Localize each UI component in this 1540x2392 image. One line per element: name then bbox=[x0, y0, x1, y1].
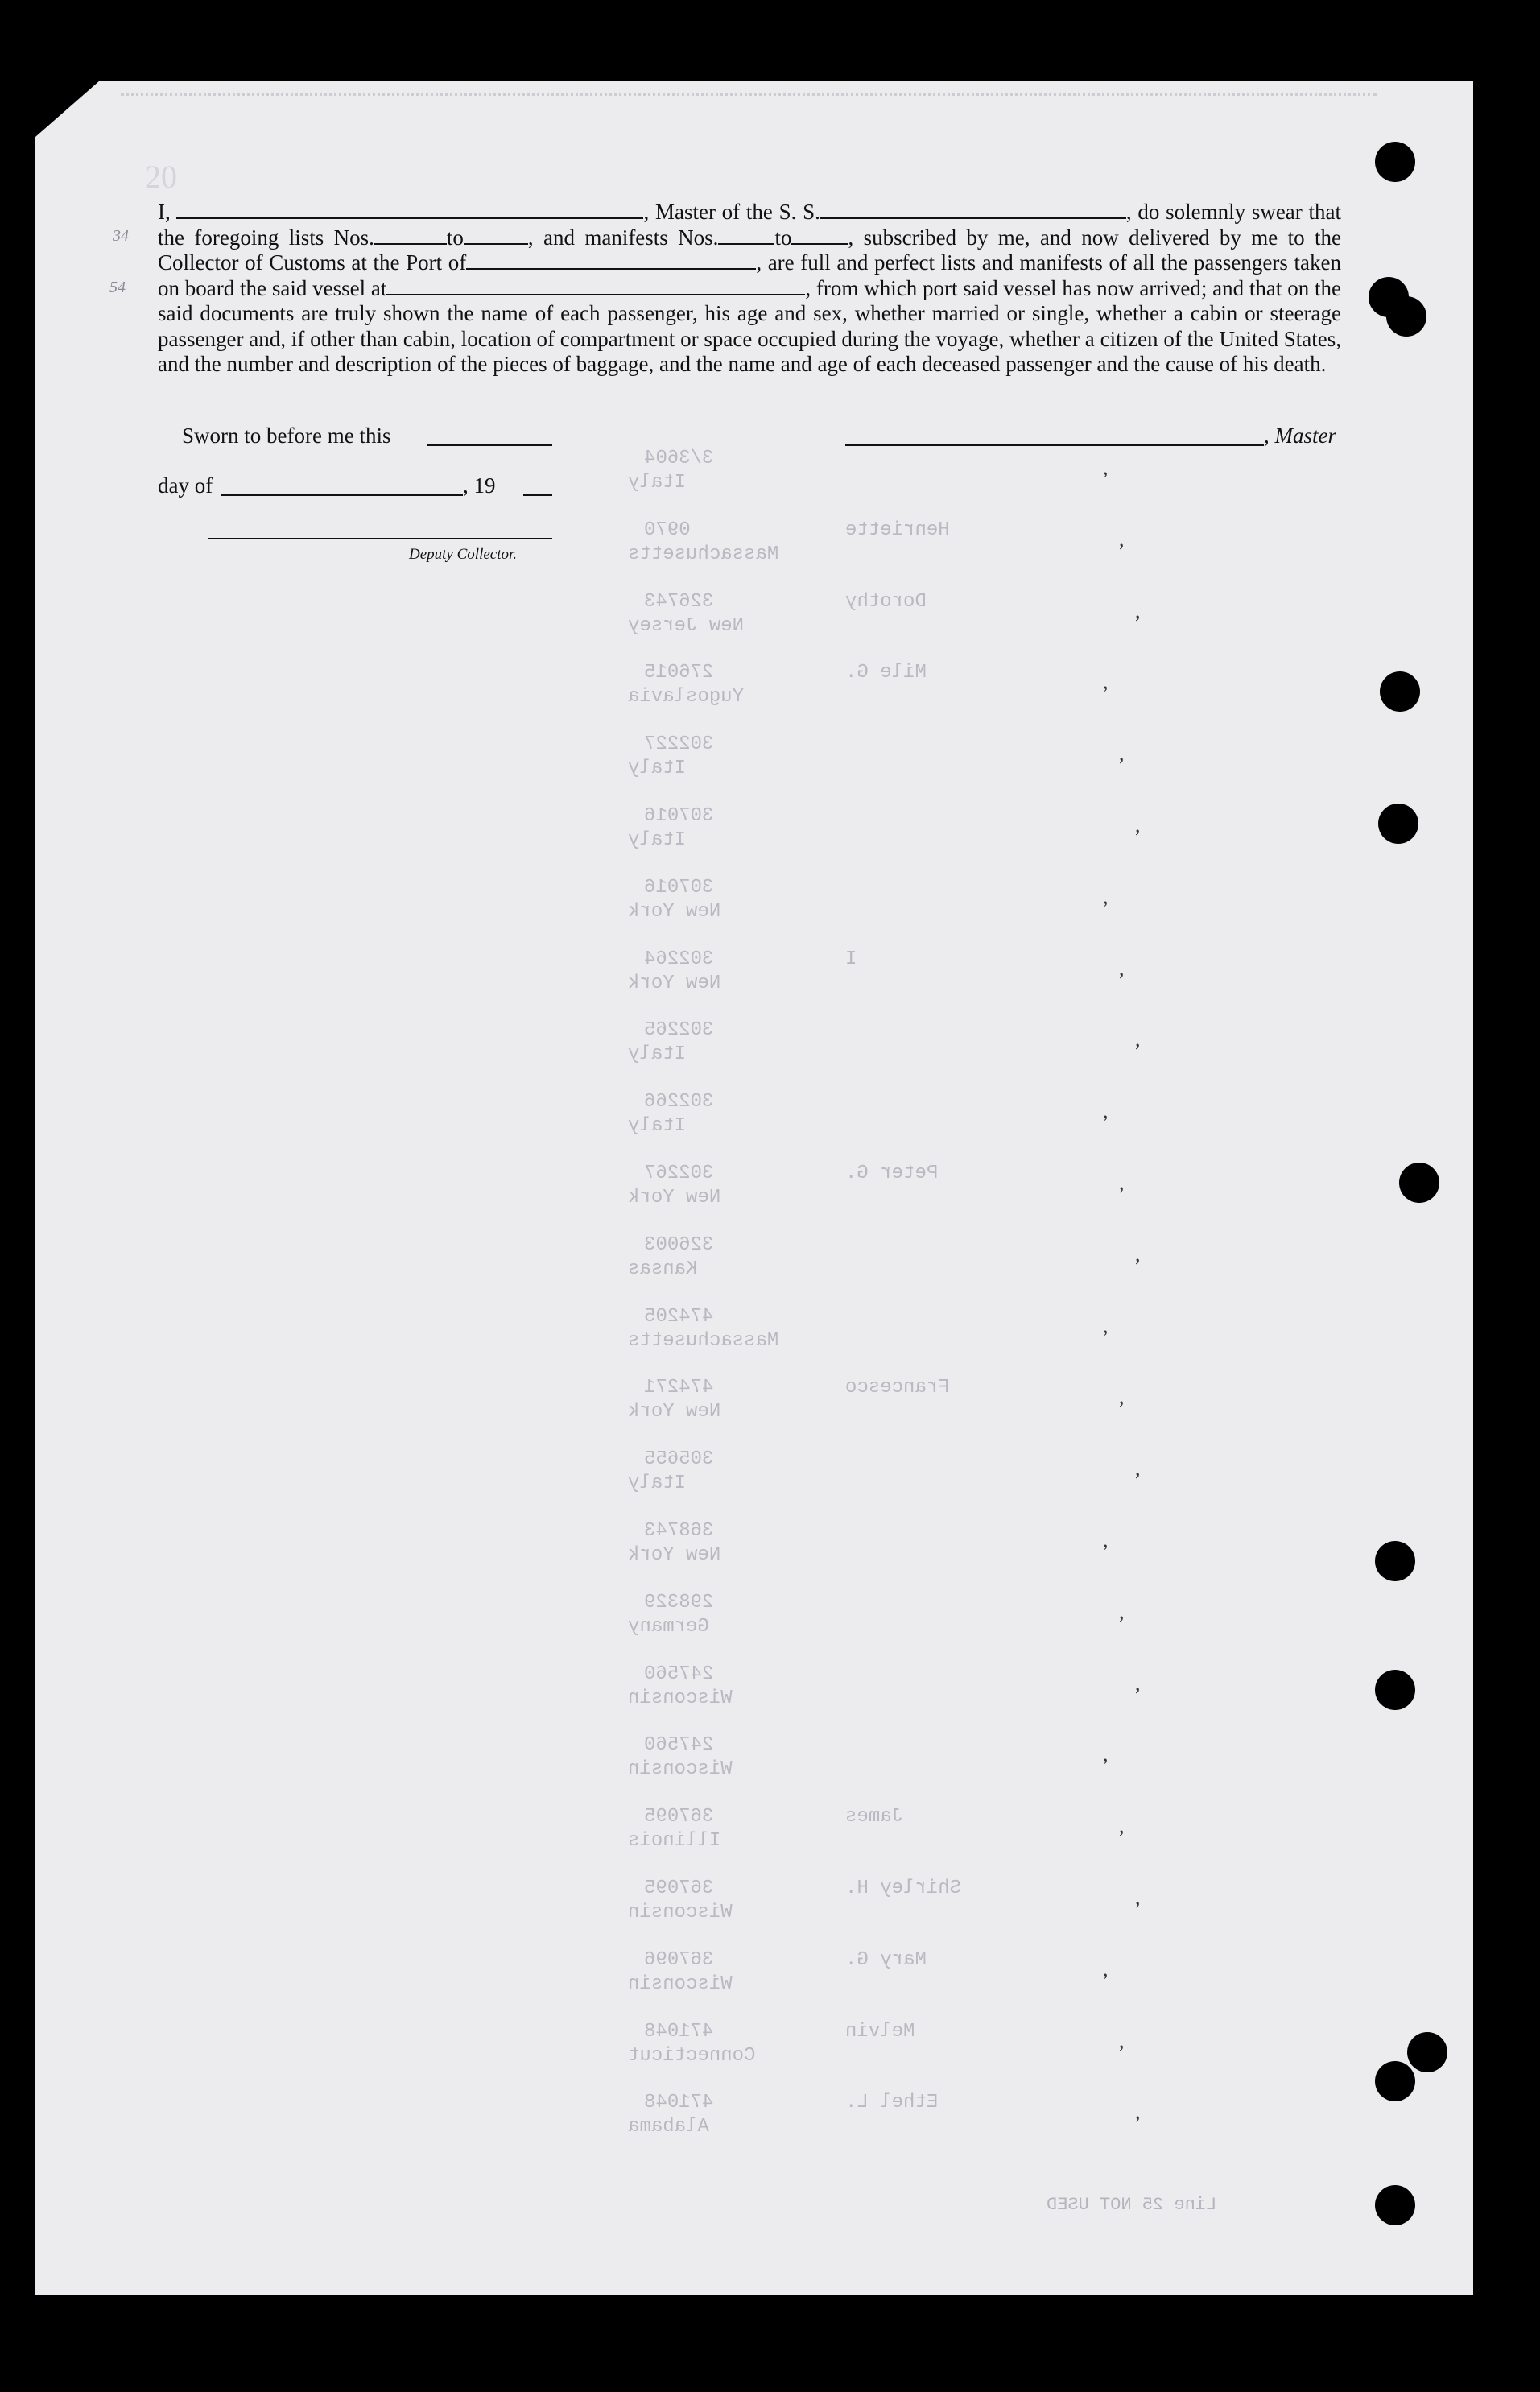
ghost-num: 307016 bbox=[644, 877, 714, 899]
list-from-blank bbox=[374, 227, 447, 245]
oath-text-5: , and manifests Nos. bbox=[527, 225, 719, 250]
master-signature-line bbox=[845, 444, 1264, 446]
oath-text-3: , do solemnly swear that the foregoing lists Nos. bbox=[158, 200, 1341, 250]
deputy-signature-line bbox=[208, 538, 552, 539]
ghost-num: 474205 bbox=[644, 1306, 714, 1328]
ghost-place: New York bbox=[628, 1187, 721, 1208]
ghost-num: 307016 bbox=[644, 805, 714, 827]
check-mark: , bbox=[1119, 2029, 1125, 2052]
ghost-num: 367096 bbox=[644, 1949, 714, 1971]
punch-hole bbox=[1399, 1163, 1439, 1203]
ghost-place: Italy bbox=[628, 1043, 687, 1065]
oath-text-7: , subscribed by me, and now delivered by me to the Collector of Customs at the Port of bbox=[158, 225, 1341, 275]
punch-hole bbox=[1407, 2032, 1447, 2072]
deputy-collector-label: Deputy Collector. bbox=[409, 546, 518, 563]
ghost-given: Dorothy bbox=[845, 591, 927, 613]
check-mark: , bbox=[1135, 1027, 1141, 1051]
ghost-place: Massachusetts bbox=[628, 1330, 779, 1352]
oath-text-4: to bbox=[446, 225, 464, 250]
ghost-place: Wisconsin bbox=[628, 1902, 733, 1923]
departure-port-blank bbox=[386, 278, 805, 295]
check-mark: , bbox=[1103, 1528, 1109, 1551]
check-mark: , bbox=[1119, 527, 1125, 551]
punch-hole bbox=[1375, 2185, 1415, 2225]
ghost-num: 3/3604 bbox=[644, 448, 714, 469]
ghost-given: I bbox=[845, 948, 857, 970]
check-mark: , bbox=[1135, 1671, 1141, 1695]
check-mark: , bbox=[1103, 456, 1109, 479]
check-mark: , bbox=[1103, 670, 1109, 693]
ghost-place: New York bbox=[628, 1544, 721, 1566]
ghost-place: Wisconsin bbox=[628, 1973, 733, 1995]
ghost-place: Italy bbox=[628, 1115, 687, 1137]
ghost-num: 368743 bbox=[644, 1520, 714, 1542]
check-mark: , bbox=[1119, 1171, 1125, 1194]
ghost-num: 0970 bbox=[644, 519, 691, 541]
ghost-num: 326003 bbox=[644, 1234, 714, 1256]
ghost-num: 302266 bbox=[644, 1091, 714, 1113]
ghost-place: Italy bbox=[628, 829, 687, 851]
ghost-num: 302227 bbox=[644, 733, 714, 755]
ghost-given: Mile G. bbox=[845, 662, 927, 684]
ghost-num: 367095 bbox=[644, 1878, 714, 1899]
ghost-num: 305655 bbox=[644, 1448, 714, 1470]
sworn-label: Sworn to before me this bbox=[182, 423, 391, 448]
oath-text-9: , from which port said vessel has now arrived; and that on the said documents are truly shown the name of each passenger, his age and sex, whether married or single, whether a cabin or steerage passenger and, if other than cabin, location of compartment or space occupied during the voyage, whether a citizen of the United States, and the number and description of the pieces of baggage, and the name and age of each deceased passenger and the cause of his death. bbox=[158, 275, 1341, 376]
ghost-num: 302267 bbox=[644, 1163, 714, 1184]
ghost-num: 302265 bbox=[644, 1019, 714, 1041]
check-mark: , bbox=[1135, 1886, 1141, 1909]
master-label: , Master bbox=[1264, 423, 1336, 448]
check-mark: , bbox=[1119, 1814, 1125, 1837]
ghost-num: 471048 bbox=[644, 2021, 714, 2043]
manifest-to-blank bbox=[791, 227, 848, 245]
oath-text-2: , Master of the S. S. bbox=[643, 200, 820, 224]
ghost-num: 471048 bbox=[644, 2092, 714, 2113]
ghost-num: 247560 bbox=[644, 1734, 714, 1756]
ghost-num: 367095 bbox=[644, 1806, 714, 1828]
punch-hole bbox=[1378, 804, 1418, 844]
ghost-place: Italy bbox=[628, 758, 687, 779]
ghost-given: Shirley H. bbox=[845, 1878, 962, 1899]
punch-hole bbox=[1375, 2061, 1415, 2101]
port-blank bbox=[466, 252, 756, 270]
check-mark: , bbox=[1103, 1742, 1109, 1766]
ghost-given: Francesco bbox=[845, 1377, 950, 1398]
oath-paragraph bbox=[158, 200, 1341, 378]
manifest-from-blank bbox=[718, 227, 774, 245]
ghost-num: 247560 bbox=[644, 1663, 714, 1685]
oath-text-8: , are full and perfect lists and manifests of all the passengers taken on board the said vessel at bbox=[158, 250, 1341, 300]
faint-header-line bbox=[121, 93, 1377, 107]
ghost-place: Alabama bbox=[628, 2116, 709, 2138]
day-blank bbox=[221, 494, 463, 496]
ghost-place: New York bbox=[628, 973, 721, 994]
ghost-given: Henriette bbox=[845, 519, 950, 541]
ghost-place: Yugoslavia bbox=[628, 686, 745, 708]
check-mark: , bbox=[1135, 2100, 1141, 2123]
margin-note-2: 54 bbox=[109, 279, 126, 296]
ghost-given: Peter G. bbox=[845, 1163, 939, 1184]
check-mark: , bbox=[1119, 742, 1125, 765]
ghost-place: Illinois bbox=[628, 1830, 721, 1852]
ghost-place: New York bbox=[628, 1401, 721, 1423]
check-mark: , bbox=[1119, 956, 1125, 980]
check-mark: , bbox=[1119, 1385, 1125, 1408]
ghost-num: 298329 bbox=[644, 1592, 714, 1613]
year-label: , 19 bbox=[463, 473, 496, 498]
ghost-place: Italy bbox=[628, 472, 687, 494]
ghost-place: Wisconsin bbox=[628, 1688, 733, 1709]
check-mark: , bbox=[1103, 1314, 1109, 1337]
oath-text-6: to bbox=[774, 225, 792, 250]
ghost-place: New Jersey bbox=[628, 615, 745, 637]
ghost-given: Ethel L. bbox=[845, 2092, 939, 2113]
ghost-place: Wisconsin bbox=[628, 1758, 733, 1780]
day-of-label: day of bbox=[158, 473, 213, 498]
ghost-place: Germany bbox=[628, 1616, 709, 1638]
ghost-num: 474271 bbox=[644, 1377, 714, 1398]
ghost-place: Kansas bbox=[628, 1258, 698, 1280]
sworn-blank bbox=[427, 444, 552, 446]
check-mark: , bbox=[1103, 1957, 1109, 1981]
punch-hole bbox=[1375, 142, 1415, 182]
check-mark: , bbox=[1119, 1600, 1125, 1623]
check-mark: , bbox=[1135, 599, 1141, 622]
ghost-num: 302264 bbox=[644, 948, 714, 970]
check-mark: , bbox=[1135, 1242, 1141, 1266]
punch-hole bbox=[1375, 1541, 1415, 1581]
year-blank bbox=[523, 494, 552, 496]
check-mark: , bbox=[1135, 1456, 1141, 1480]
ghost-place: Massachusetts bbox=[628, 543, 779, 565]
ghost-place: New York bbox=[628, 901, 721, 923]
ghost-num: 276015 bbox=[644, 662, 714, 684]
punch-hole bbox=[1380, 671, 1420, 712]
check-mark: , bbox=[1103, 1099, 1109, 1122]
list-to-blank bbox=[464, 227, 528, 245]
master-name-blank bbox=[176, 201, 643, 219]
check-mark: , bbox=[1103, 885, 1109, 908]
document-page bbox=[35, 81, 1473, 2295]
page-number: 20 bbox=[145, 159, 177, 195]
ghost-num: 326743 bbox=[644, 591, 714, 613]
margin-note-1: 34 bbox=[113, 227, 129, 245]
check-mark: , bbox=[1135, 813, 1141, 837]
ship-name-blank bbox=[820, 201, 1126, 219]
punch-hole bbox=[1386, 296, 1426, 337]
footer-note: Line 25 NOT USED bbox=[1047, 2195, 1217, 2215]
ghost-given: Mary G. bbox=[845, 1949, 927, 1971]
oath-text-1: I, bbox=[158, 200, 171, 224]
punch-hole bbox=[1375, 1670, 1415, 1710]
ghost-given: Melvin bbox=[845, 2021, 915, 2043]
ghost-place: Italy bbox=[628, 1473, 687, 1494]
ghost-place: Connecticut bbox=[628, 2045, 756, 2067]
ghost-given: James bbox=[845, 1806, 904, 1828]
